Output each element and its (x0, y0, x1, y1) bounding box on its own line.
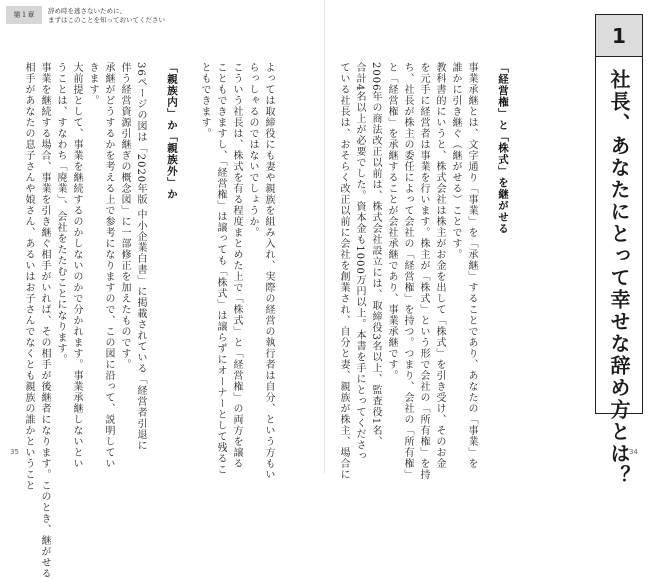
body-line: 合計4名以上が必要でした。資本金も1000万円以上。本書を手にとってくださっ (354, 62, 365, 462)
section-number: 1 (596, 15, 642, 57)
section-title: 社長、あなたにとって幸せな辞め方とは？ (607, 69, 631, 487)
body-line: 2006年の商法改正以前は、株式会社設立には、取締役3名以上、監査役1名、 (370, 62, 381, 448)
body-line: きます。 (87, 62, 98, 106)
body-line: 教科書的にいうと、株式会社は株主がお金を出して「株式」を引き受け、そのお金 (434, 62, 445, 469)
chapter-header-note (48, 7, 165, 25)
body-line: 伴う経営資源引継ぎの概念図」に一部修正を加えたものです。 (119, 62, 130, 370)
body-line: よっては取締役にも妻や親族を組み入れ、実際の経営の執行者は自分、という方もい (263, 62, 274, 480)
body-line: と「経営権」を承継することが会社承継であり、事業承継です。 (386, 62, 397, 381)
body-line: を元手に経営者は事業を行います。株主が「株式」という形で会社の「所有権」を持 (418, 62, 429, 480)
blank-line (479, 62, 495, 480)
body-line: 36ページの図は「2020年版 中小企業白書」に掲載されている「経営者引退に (135, 62, 146, 452)
right-body-text (335, 62, 511, 480)
header-note-line-1: 辞め時を逃さないために、 (48, 7, 126, 15)
header-note-line-2: まずはこのことを知っておいてください (48, 16, 165, 24)
section-heading: 「経営権」と「株式」を継がせる (497, 62, 509, 235)
body-line: ている社長は、おそらく改正以前に会社を創業され、自分と妻、親族が株主、場合に (338, 62, 349, 480)
chapter-tag: 第１章 (6, 6, 42, 24)
blank-line (180, 62, 196, 579)
left-body-text (20, 62, 276, 579)
body-line: うことは、すなわち「廃業」、会社をたたむことになります。 (55, 62, 66, 365)
blank-line (148, 62, 164, 579)
body-line: こともできますし、「経営権」は譲っても「株式」は譲らずにオーナーとして残るこ (215, 62, 226, 475)
page-number-right: 34 (629, 448, 638, 456)
body-line: らっしゃるのではないでしょうか。 (247, 62, 258, 238)
right-page (325, 0, 650, 487)
body-line: 相手があなたの息子さんや娘さん、あるいはお子さんでなくとも親族の誰かということ (23, 62, 34, 491)
body-line: 大前提として、事業を継続するのかしないのかで分かれます。事業承継しないとい (71, 62, 82, 469)
section-heading: 「親族内」か「親族外」か (166, 62, 178, 200)
body-line: 誰かに引き継ぐ（継がせる）ことです。 (450, 62, 461, 260)
body-line: 承継がどうするかを考える上で参考になりますので、この図に沿って、説明してい (103, 62, 114, 469)
body-line: ともできます。 (199, 62, 210, 139)
page-number-left: 35 (10, 448, 19, 456)
body-line: 事業を継続する場合、事業を引き継ぐ相手がいれば、その相手が後継者になります。このとき、継がせる (39, 62, 50, 579)
body-line: ち、社長が株主の委任によって会社の「経営権」を持つ。つまり、会社の「所有権」 (402, 62, 413, 480)
body-line: 事業承継とは、文字通り「事業」を「承継」することであり、あなたの「事業」を (466, 62, 477, 469)
body-line: こういう社長は、株式を有る程度まとめた上で「株式」と「経営権」の両方を譲る (231, 62, 242, 469)
